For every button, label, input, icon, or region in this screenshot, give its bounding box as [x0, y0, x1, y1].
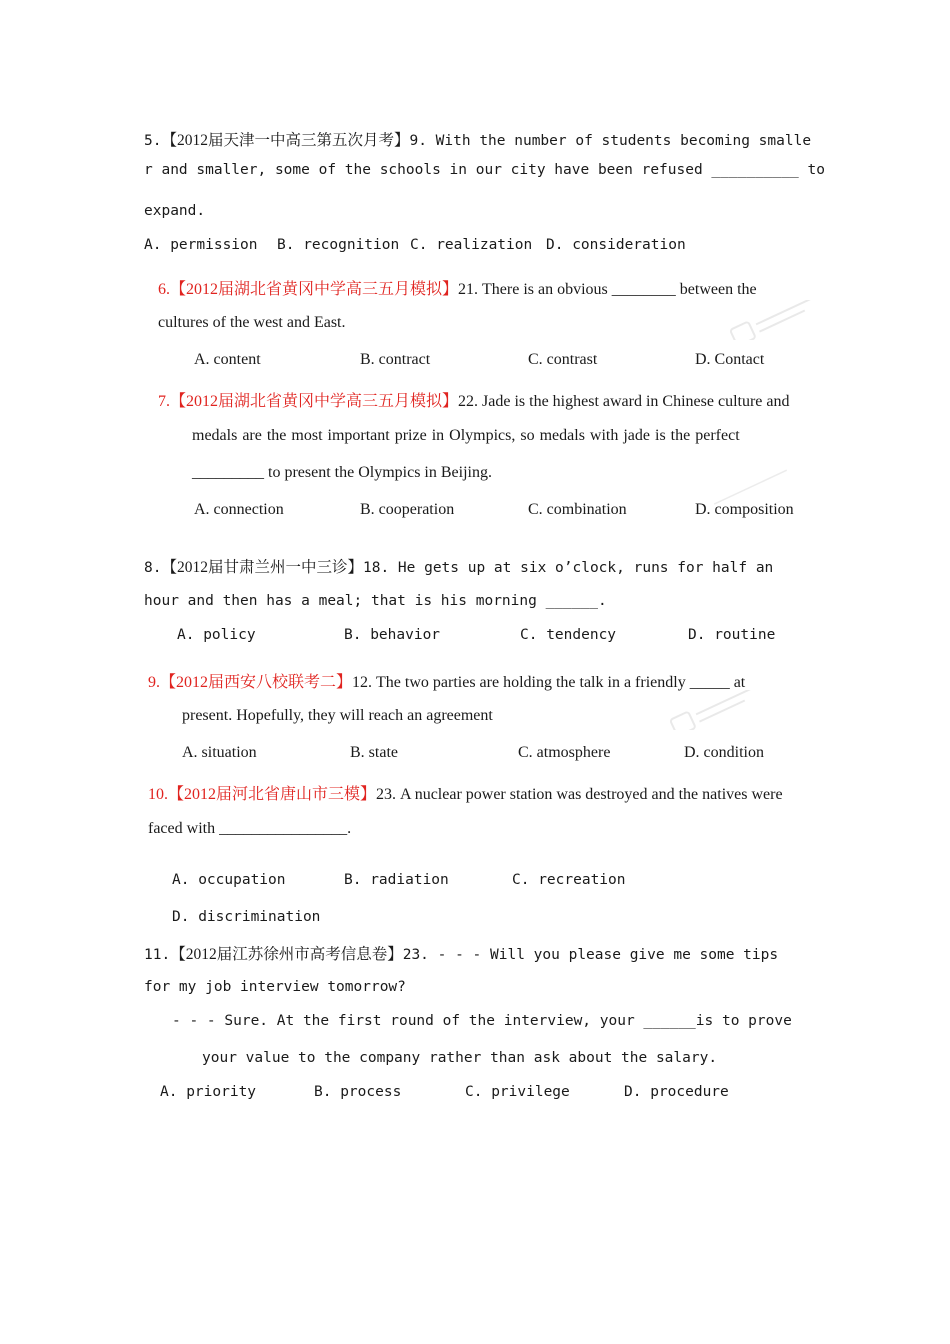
q5-option-b: B. recognition — [277, 237, 400, 253]
watermark-icon — [720, 300, 830, 340]
q11-line3: - - - Sure. At the first round of the interview, your ______is to prove — [172, 1013, 792, 1029]
q11-line1 — [144, 942, 778, 964]
q9-option-d: D. condition — [684, 744, 764, 761]
q7-text-1: 22. Jade is the highest award in Chinese culture and — [458, 393, 790, 410]
q5-line2: r and smaller, some of the schools in our city have been refused __________ to — [144, 162, 825, 178]
q9-text-1: 12. The two parties are holding the talk in a friendly _____ at — [352, 674, 746, 691]
q9-option-b: B. state — [350, 744, 398, 761]
q11-option-a: A. priority — [160, 1084, 257, 1100]
q11-line2: for my job interview tomorrow? — [144, 979, 406, 995]
q7-line2: medals are the most important prize in Olympics, so medals with jade is the perfect — [192, 427, 740, 444]
q10-line2: faced with ________________. — [148, 820, 352, 837]
q5-option-a: A. permission — [144, 237, 258, 253]
q8-line2: hour and then has a meal; that is his morning ______. — [144, 593, 607, 609]
q10-option-c: C. recreation — [512, 872, 626, 888]
q9-source: 9.【2012届西安八校联考二】 — [148, 674, 353, 691]
q8-option-a: A. policy — [177, 627, 256, 643]
q6-line2: cultures of the west and East. — [158, 314, 346, 331]
q5-option-c: C. realization — [410, 237, 533, 253]
q7-option-c: C. combination — [528, 501, 627, 518]
q10-line1 — [148, 781, 783, 804]
q6-option-b: B. contract — [360, 351, 431, 368]
q10-option-a: A. occupation — [172, 872, 286, 888]
q11-source: 【2012届江苏徐州市高考信息卷】 — [170, 946, 403, 963]
q11-line4: your value to the company rather than ask about the salary. — [202, 1050, 718, 1066]
watermark-icon — [700, 465, 810, 505]
q8-option-d: D. routine — [688, 627, 776, 643]
q5-option-d: D. consideration — [546, 237, 686, 253]
q7-option-b: B. cooperation — [360, 501, 455, 518]
q11-option-c: C. privilege — [465, 1084, 570, 1100]
q7-line1 — [158, 388, 789, 411]
q10-source: 10.【2012届河北省唐山市三模】 — [148, 786, 377, 803]
q7-option-d: D. composition — [695, 501, 794, 518]
q9-option-a: A. situation — [182, 744, 257, 761]
q9-line1 — [148, 669, 745, 692]
q5-number: 5. — [144, 133, 162, 149]
q6-line1 — [158, 276, 757, 299]
q7-line3: _________ to present the Olympics in Beijing. — [192, 464, 492, 481]
q6-option-d: D. Contact — [695, 351, 765, 368]
q11-option-d: D. procedure — [624, 1084, 729, 1100]
q8-number: 8. — [144, 560, 162, 576]
q10-text-1: 23. A nuclear power station was destroyed and the natives were — [376, 786, 783, 803]
q8-line1 — [144, 555, 773, 577]
q7-option-a: A. connection — [194, 501, 284, 518]
q9-option-c: C. atmosphere — [518, 744, 611, 761]
q5-line3: expand. — [144, 203, 206, 219]
q8-source: 【2012届甘肃兰州一中三诊】 — [161, 559, 363, 576]
q6-source: 6.【2012届湖北省黄冈中学高三五月模拟】 — [158, 281, 459, 298]
q11-option-b: B. process — [314, 1084, 402, 1100]
q11-number: 11. — [144, 947, 171, 963]
q5-source: 【2012届天津一中高三第五次月考】 — [161, 132, 410, 149]
q6-option-c: C. contrast — [528, 351, 598, 368]
q6-option-a: A. content — [194, 351, 261, 368]
q6-text-1: 21. There is an obvious ________ between the — [458, 281, 757, 298]
q10-option-b: B. radiation — [344, 872, 449, 888]
q7-source: 7.【2012届湖北省黄冈中学高三五月模拟】 — [158, 393, 459, 410]
watermark-icon — [660, 690, 770, 730]
q5-line1 — [144, 128, 811, 150]
q8-option-b: B. behavior — [344, 627, 441, 643]
q8-option-c: C. tendency — [520, 627, 617, 643]
q5-text-1: 9. With the number of students becoming smalle — [409, 133, 812, 149]
q10-option-d: D. discrimination — [172, 909, 321, 925]
q8-text-1: 18. He gets up at six o’clock, runs for half an — [362, 560, 774, 576]
q9-line2: present. Hopefully, they will reach an agreement — [182, 707, 493, 724]
q11-text-1: 23. - - - Will you please give me some tips — [402, 947, 779, 963]
